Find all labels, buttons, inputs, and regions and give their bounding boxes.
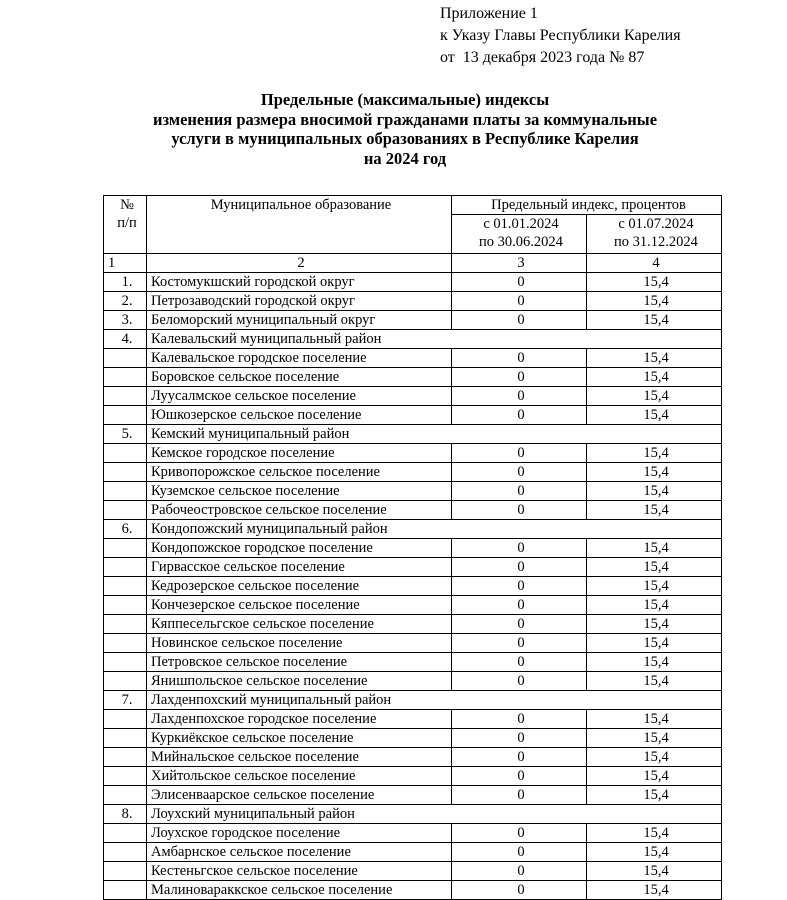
municipality-name: Кондопожское городское поселение [147,539,452,558]
index-period-2: 15,4 [587,539,722,558]
index-period-1: 0 [452,482,587,501]
table-row [104,615,722,634]
index-period-2: 15,4 [587,881,722,900]
table-row [104,444,722,463]
index-period-1: 0 [452,862,587,881]
row-number [104,824,147,843]
index-period-1: 0 [452,710,587,729]
header-period-1a: с 01.01.2024 [483,216,559,232]
table-row [104,881,722,900]
group-name: Калевальский муниципальный район [147,330,722,349]
row-number: 4. [104,330,147,349]
index-period-2: 15,4 [587,710,722,729]
row-number [104,881,147,900]
index-period-1: 0 [452,748,587,767]
row-number [104,862,147,881]
municipality-name: Куркиёкское сельское поселение [147,729,452,748]
table-group-row [104,691,722,710]
table-row [104,311,722,330]
document-title [60,90,750,168]
group-name: Лоухский муниципальный район [147,805,722,824]
index-period-1: 0 [452,767,587,786]
table-row [104,406,722,425]
table-row [104,596,722,615]
index-period-2: 15,4 [587,292,722,311]
municipality-name: Малиновараккское сельское поселение [147,881,452,900]
index-period-1: 0 [452,311,587,330]
index-period-1: 0 [452,349,587,368]
index-period-2: 15,4 [587,463,722,482]
row-number [104,748,147,767]
table-group-row [104,425,722,444]
municipality-name: Кедрозерское сельское поселение [147,577,452,596]
index-table [103,195,722,900]
row-number: 6. [104,520,147,539]
table-group-row [104,805,722,824]
header-period-2 [587,215,722,254]
title-line-4: на 2024 год [363,148,447,168]
index-period-1: 0 [452,406,587,425]
index-period-2: 15,4 [587,786,722,805]
index-period-2: 15,4 [587,482,722,501]
index-period-2: 15,4 [587,558,722,577]
row-number [104,653,147,672]
index-period-2: 15,4 [587,349,722,368]
municipality-name: Юшкозерское сельское поселение [147,406,452,425]
table-row [104,767,722,786]
table-row [104,482,722,501]
colnum-4: 4 [587,254,722,273]
index-period-1: 0 [452,786,587,805]
municipality-name: Калевальское городское поселение [147,349,452,368]
municipality-name: Петрозаводский городской округ [147,292,452,311]
group-name: Кондопожский муниципальный район [147,520,722,539]
municipality-name: Хийтольское сельское поселение [147,767,452,786]
index-period-1: 0 [452,577,587,596]
index-period-2: 15,4 [587,501,722,520]
table-row [104,653,722,672]
row-number [104,444,147,463]
index-period-1: 0 [452,881,587,900]
header-period-1 [452,215,587,254]
table-row [104,273,722,292]
table-row [104,729,722,748]
municipality-name: Костомукшский городской округ [147,273,452,292]
table-row [104,748,722,767]
table-row [104,710,722,729]
table-row [104,558,722,577]
index-period-1: 0 [452,444,587,463]
index-period-1: 0 [452,615,587,634]
index-period-2: 15,4 [587,767,722,786]
municipality-name: Кончезерское сельское поселение [147,596,452,615]
annex-line-2: к Указу Главы Республики Карелия [440,27,681,44]
header-period-1b: по 30.06.2024 [479,234,563,250]
municipality-name: Рабочеостровское сельское поселение [147,501,452,520]
index-period-2: 15,4 [587,577,722,596]
table-row [104,387,722,406]
header-period-2b: по 31.12.2024 [614,234,698,250]
colnum-3: 3 [452,254,587,273]
municipality-name: Мийнальское сельское поселение [147,748,452,767]
table-row [104,368,722,387]
index-period-2: 15,4 [587,653,722,672]
table-row [104,539,722,558]
index-period-1: 0 [452,387,587,406]
row-number [104,729,147,748]
index-period-2: 15,4 [587,615,722,634]
colnum-1: 1 [104,254,147,273]
municipality-name: Новинское сельское поселение [147,634,452,653]
row-number: 8. [104,805,147,824]
index-period-2: 15,4 [587,368,722,387]
row-number [104,786,147,805]
index-period-2: 15,4 [587,634,722,653]
municipality-name: Кемское городское поселение [147,444,452,463]
table-row [104,824,722,843]
row-number [104,767,147,786]
row-number [104,539,147,558]
index-period-1: 0 [452,463,587,482]
table-row [104,463,722,482]
group-name: Лахденпохский муниципальный район [147,691,722,710]
index-period-1: 0 [452,558,587,577]
title-line-2: изменения размера вносимой гражданами платы за коммунальные [152,109,658,129]
header-period-2a: с 01.07.2024 [618,216,694,232]
municipality-name: Кестеньгское сельское поселение [147,862,452,881]
index-period-2: 15,4 [587,406,722,425]
index-period-1: 0 [452,729,587,748]
group-name: Кемский муниципальный район [147,425,722,444]
municipality-name: Беломорский муниципальный округ [147,311,452,330]
row-number: 3. [104,311,147,330]
table-group-row [104,520,722,539]
table-row [104,501,722,520]
index-period-1: 0 [452,634,587,653]
table-row [104,786,722,805]
row-number [104,501,147,520]
index-period-2: 15,4 [587,862,722,881]
index-period-2: 15,4 [587,311,722,330]
municipality-name: Гирвасское сельское поселение [147,558,452,577]
header-municipality: Муниципальное образование [147,196,452,254]
index-period-2: 15,4 [587,672,722,691]
municipality-name: Луусалмское сельское поселение [147,387,452,406]
index-period-2: 15,4 [587,729,722,748]
municipality-name: Кяппесельгское сельское поселение [147,615,452,634]
municipality-name: Боровское сельское поселение [147,368,452,387]
municipality-name: Кривопорожское сельское поселение [147,463,452,482]
row-number [104,577,147,596]
table-row [104,862,722,881]
header-index: Предельный индекс, процентов [452,196,722,215]
table-row [104,843,722,862]
municipality-name: Петровское сельское поселение [147,653,452,672]
row-number [104,596,147,615]
table-row [104,292,722,311]
header-num: № [120,197,134,213]
index-period-2: 15,4 [587,596,722,615]
title-line-1: Предельные (максимальные) индексы [260,90,550,109]
index-period-2: 15,4 [587,444,722,463]
index-period-1: 0 [452,672,587,691]
table-row [104,349,722,368]
header-num-cell [104,196,147,254]
index-period-1: 0 [452,596,587,615]
row-number [104,482,147,501]
title-line-3: услуги в муниципальных образованиях в Республике Карелия [171,129,639,148]
table-group-row [104,330,722,349]
row-number [104,368,147,387]
municipality-name: Куземское сельское поселение [147,482,452,501]
municipality-name: Лахденпохское городское поселение [147,710,452,729]
index-period-2: 15,4 [587,748,722,767]
index-period-1: 0 [452,368,587,387]
header-num-2: п/п [117,215,137,231]
annex-block [440,3,681,69]
row-number [104,710,147,729]
index-period-1: 0 [452,292,587,311]
index-period-1: 0 [452,273,587,292]
row-number [104,463,147,482]
municipality-name: Амбарнское сельское поселение [147,843,452,862]
colnum-2: 2 [147,254,452,273]
municipality-name: Лоухское городское поселение [147,824,452,843]
index-period-2: 15,4 [587,824,722,843]
row-number: 2. [104,292,147,311]
row-number [104,387,147,406]
row-number [104,349,147,368]
column-number-row [104,254,722,273]
row-number [104,672,147,691]
row-number [104,634,147,653]
annex-line-1: Приложение 1 [440,5,538,22]
table-row [104,577,722,596]
row-number [104,615,147,634]
row-number: 1. [104,273,147,292]
annex-line-3: от 13 декабря 2023 года № 87 [440,49,645,66]
row-number [104,558,147,577]
municipality-name: Янишпольское сельское поселение [147,672,452,691]
table-row [104,634,722,653]
index-period-1: 0 [452,501,587,520]
table-row [104,672,722,691]
index-period-1: 0 [452,843,587,862]
index-period-2: 15,4 [587,387,722,406]
row-number: 5. [104,425,147,444]
row-number: 7. [104,691,147,710]
index-period-1: 0 [452,824,587,843]
index-period-2: 15,4 [587,843,722,862]
row-number [104,843,147,862]
row-number [104,406,147,425]
index-period-1: 0 [452,539,587,558]
index-period-1: 0 [452,653,587,672]
table-header-row-1 [104,196,722,215]
index-period-2: 15,4 [587,273,722,292]
municipality-name: Элисенваарское сельское поселение [147,786,452,805]
